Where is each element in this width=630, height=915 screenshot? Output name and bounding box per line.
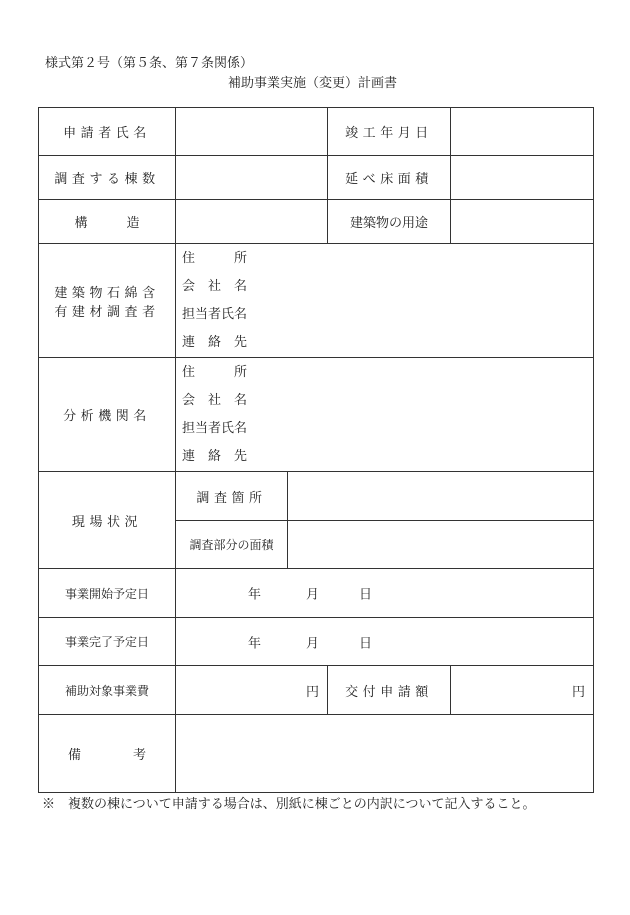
analysis-org-details[interactable] <box>176 358 594 472</box>
applicant-name-label: 申請者氏名 <box>39 108 176 156</box>
end-date-label: 事業完了予定日 <box>39 618 176 666</box>
building-use-label: 建築物の用途 <box>328 200 451 244</box>
completion-date-field[interactable] <box>451 108 594 156</box>
analysis-address-label: 住 所 <box>182 364 248 380</box>
eligible-cost-field[interactable] <box>176 666 328 715</box>
form-title: 補助事業実施（変更）計画書 <box>228 76 398 91</box>
structure-label: 構 造 <box>39 200 176 244</box>
investigator-person-label: 担当者氏名 <box>182 306 248 322</box>
analysis-contact-label: 連 絡 先 <box>182 448 248 464</box>
grant-amount-yen-unit: 円 <box>571 684 585 700</box>
eligible-cost-label: 補助対象事業費 <box>39 666 176 715</box>
analysis-org-label: 分析機関名 <box>39 358 176 472</box>
building-count-label: 調査する棟数 <box>39 156 176 200</box>
analysis-person-label: 担当者氏名 <box>182 420 248 436</box>
site-status-label: 現場状況 <box>39 472 176 569</box>
grant-amount-field[interactable] <box>451 666 594 715</box>
remarks-field[interactable] <box>176 715 594 793</box>
footnote: ※ 複数の棟について申請する場合は、別紙に棟ごとの内訳について記入すること。 <box>42 797 536 812</box>
grant-amount-label: 交付申請額 <box>328 666 451 715</box>
structure-field[interactable] <box>176 200 328 244</box>
investigator-company-label: 会 社 名 <box>182 278 248 294</box>
building-count-field[interactable] <box>176 156 328 200</box>
floor-area-label: 延べ床面積 <box>328 156 451 200</box>
survey-location-field[interactable] <box>288 472 594 521</box>
form-number: 様式第２号（第５条、第７条関係） <box>45 56 254 71</box>
eligible-cost-yen-unit: 円 <box>305 684 319 700</box>
investigator-label: 建築物石綿含 有建材調査者 <box>39 244 176 358</box>
survey-location-label: 調査箇所 <box>176 472 288 521</box>
application-form-table <box>38 107 594 793</box>
start-date-field[interactable] <box>176 569 594 618</box>
start-day-unit: 日 <box>359 587 373 603</box>
start-date-label: 事業開始予定日 <box>39 569 176 618</box>
investigator-details[interactable] <box>176 244 594 358</box>
end-month-unit: 月 <box>306 636 320 651</box>
survey-area-label: 調査部分の面積 <box>176 521 288 569</box>
start-year-unit: 年 <box>248 587 262 603</box>
end-date-field[interactable] <box>176 618 594 666</box>
floor-area-field[interactable] <box>451 156 594 200</box>
end-year-unit: 年 <box>248 636 262 651</box>
remarks-label: 備 考 <box>39 715 176 793</box>
investigator-address-label: 住 所 <box>182 250 248 266</box>
start-month-unit: 月 <box>306 587 320 603</box>
applicant-name-field[interactable] <box>176 108 328 156</box>
completion-date-label: 竣工年月日 <box>328 108 451 156</box>
survey-area-field[interactable] <box>288 521 594 569</box>
investigator-contact-label: 連 絡 先 <box>182 334 248 350</box>
end-day-unit: 日 <box>359 636 373 651</box>
analysis-company-label: 会 社 名 <box>182 392 248 408</box>
building-use-field[interactable] <box>451 200 594 244</box>
